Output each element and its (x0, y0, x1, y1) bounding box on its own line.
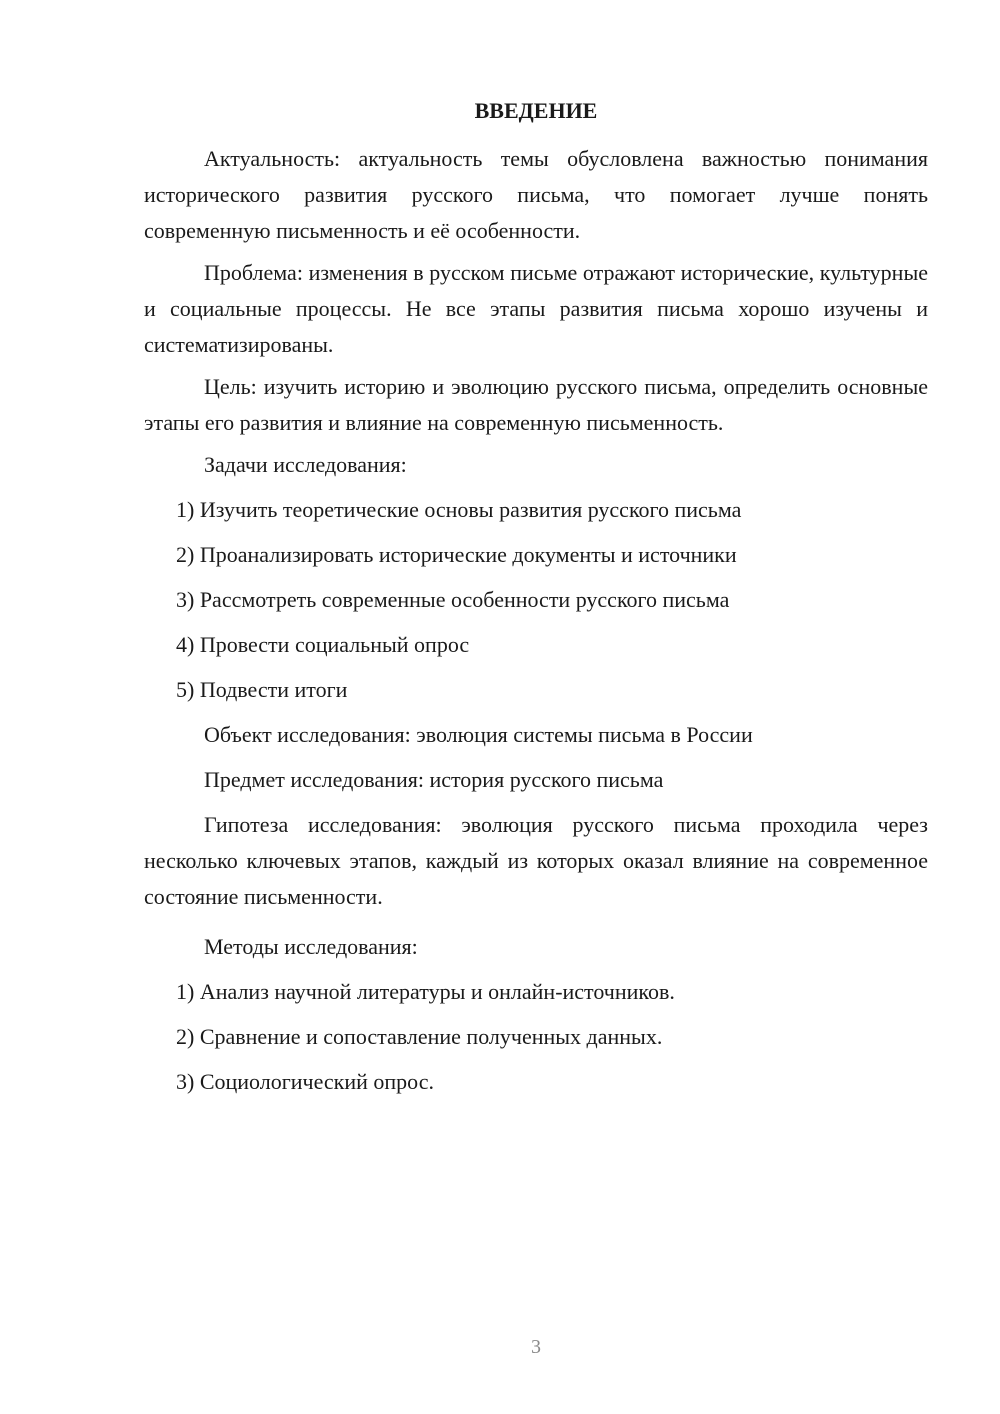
tasks-list (144, 492, 928, 708)
page-number: 3 (531, 1336, 541, 1358)
list-item: 5) Подвести итоги (176, 677, 348, 702)
goal-paragraph: Цель: изучить историю и эволюцию русского письма, определить основные этапы его развития и влияние на современную письменность. (144, 374, 928, 435)
list-item: 3) Рассмотреть современные особенности русского письма (176, 587, 730, 612)
tasks-title: Задачи исследования: (204, 452, 407, 477)
list-item: 2) Проанализировать исторические документы и источники (176, 542, 737, 567)
methods-title: Методы исследования: (204, 934, 418, 959)
list-item: 4) Провести социальный опрос (176, 632, 470, 657)
section-heading: ВВЕДЕНИЕ (474, 98, 598, 123)
research-object: Объект исследования: эволюция системы письма в России (204, 722, 753, 747)
page-content (144, 95, 928, 1109)
problem-paragraph: Проблема: изменения в русском письме отражают исторические, культурные и социальные процессы. Не все этапы развития письма хорошо изучены и систематизированы. (144, 260, 928, 357)
list-item: 1) Анализ научной литературы и онлайн-источников. (176, 979, 675, 1004)
list-item: 3) Социологический опрос. (176, 1069, 434, 1094)
methods-list (144, 974, 928, 1100)
research-subject: Предмет исследования: история русского письма (204, 767, 664, 792)
list-item: 2) Сравнение и сопоставление полученных данных. (176, 1024, 663, 1049)
list-item: 1) Изучить теоретические основы развития русского письма (176, 497, 742, 522)
relevance-paragraph: Актуальность: актуальность темы обусловлена важностью понимания исторического развития русского письма, что помогает лучше понять современную письменность и её особенности. (144, 146, 928, 243)
hypothesis-paragraph: Гипотеза исследования: эволюция русского письма проходила через несколько ключевых этапов, каждый из которых оказал влияние на современное состояние письменности. (144, 812, 928, 909)
